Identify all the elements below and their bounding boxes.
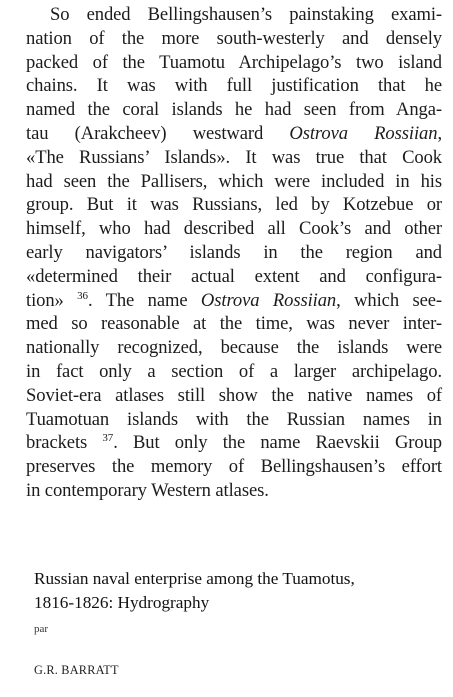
body-line — [26, 217, 442, 241]
body-line — [26, 241, 442, 265]
author-name: G.R. BARRATT — [34, 663, 119, 677]
body-line — [26, 74, 442, 98]
text-run: tion» — [26, 289, 78, 311]
text-run: brackets — [26, 432, 103, 454]
body-line — [26, 193, 442, 217]
body-line — [26, 170, 442, 194]
body-line — [26, 27, 442, 51]
text-run: So ended Bellingshausen’s painstaking exami- — [50, 4, 442, 25]
text-run: , which see- — [336, 289, 442, 311]
text-run: tau (Arakcheev) westward — [26, 122, 290, 144]
text-run: chains. It was with full justification that he — [26, 75, 442, 97]
text-run: packed of the Tuamotu Archipelago’s two island — [26, 51, 442, 73]
text-run: himself, who had described all Cook’s and other — [26, 218, 442, 240]
text-run: . But only the name Raevskii Group — [113, 432, 442, 454]
footnote-ref: 37 — [102, 432, 114, 445]
text-run: named the coral islands he had seen from Anga- — [26, 99, 442, 121]
body-line — [26, 3, 442, 27]
body-line — [26, 289, 442, 313]
body-line — [26, 265, 442, 289]
article-title-line-1: Russian naval enterprise among the Tuamotus, — [34, 569, 355, 588]
text-run: «The Russians’ Islands». It was true that Cook — [26, 146, 442, 168]
body-line — [26, 479, 442, 503]
body-line — [26, 51, 442, 75]
body-line — [26, 384, 442, 408]
body-line — [26, 312, 442, 336]
text-run: nation of the more south-westerly and densely — [26, 27, 442, 49]
italic-term: Ostrova Rossiian — [289, 122, 438, 144]
italic-term: Ostrova Rossiian — [200, 289, 337, 311]
text-run: Soviet-era atlases still show the native names of — [26, 384, 442, 406]
body-line — [26, 408, 442, 432]
text-run: preserves the memory of Bellingshausen’s effort — [26, 456, 442, 478]
body-line — [26, 146, 442, 170]
body-line — [26, 431, 442, 455]
text-run: Tuamotuan islands with the Russian names in — [26, 408, 442, 430]
body-line — [26, 98, 442, 122]
text-run: early navigators’ islands in the region and — [26, 241, 442, 263]
text-run: nationally recognized, because the islands were — [26, 337, 442, 359]
text-run: med so reasonable at the time, was never inter- — [26, 313, 442, 335]
body-line — [26, 122, 442, 146]
text-run: «determined their actual extent and configura- — [26, 265, 442, 287]
article-title — [34, 567, 444, 614]
body-paragraph — [26, 3, 442, 503]
footnote-ref: 36 — [77, 289, 88, 302]
article-title-line-2: 1816-1826: Hydrography — [34, 592, 210, 612]
text-run: . The name — [87, 289, 201, 311]
by-label: par — [34, 623, 49, 635]
text-run: in fact only a section of a larger archipelago. — [26, 360, 442, 382]
body-line — [26, 336, 442, 360]
body-line — [26, 455, 442, 479]
text-run: , — [437, 122, 442, 144]
text-run: had seen the Pallisers, which were included in his — [26, 170, 442, 192]
text-run: group. But it was Russians, led by Kotzebue or — [26, 194, 442, 216]
text-run: in contemporary Western atlases. — [26, 479, 269, 501]
body-line — [26, 360, 442, 384]
